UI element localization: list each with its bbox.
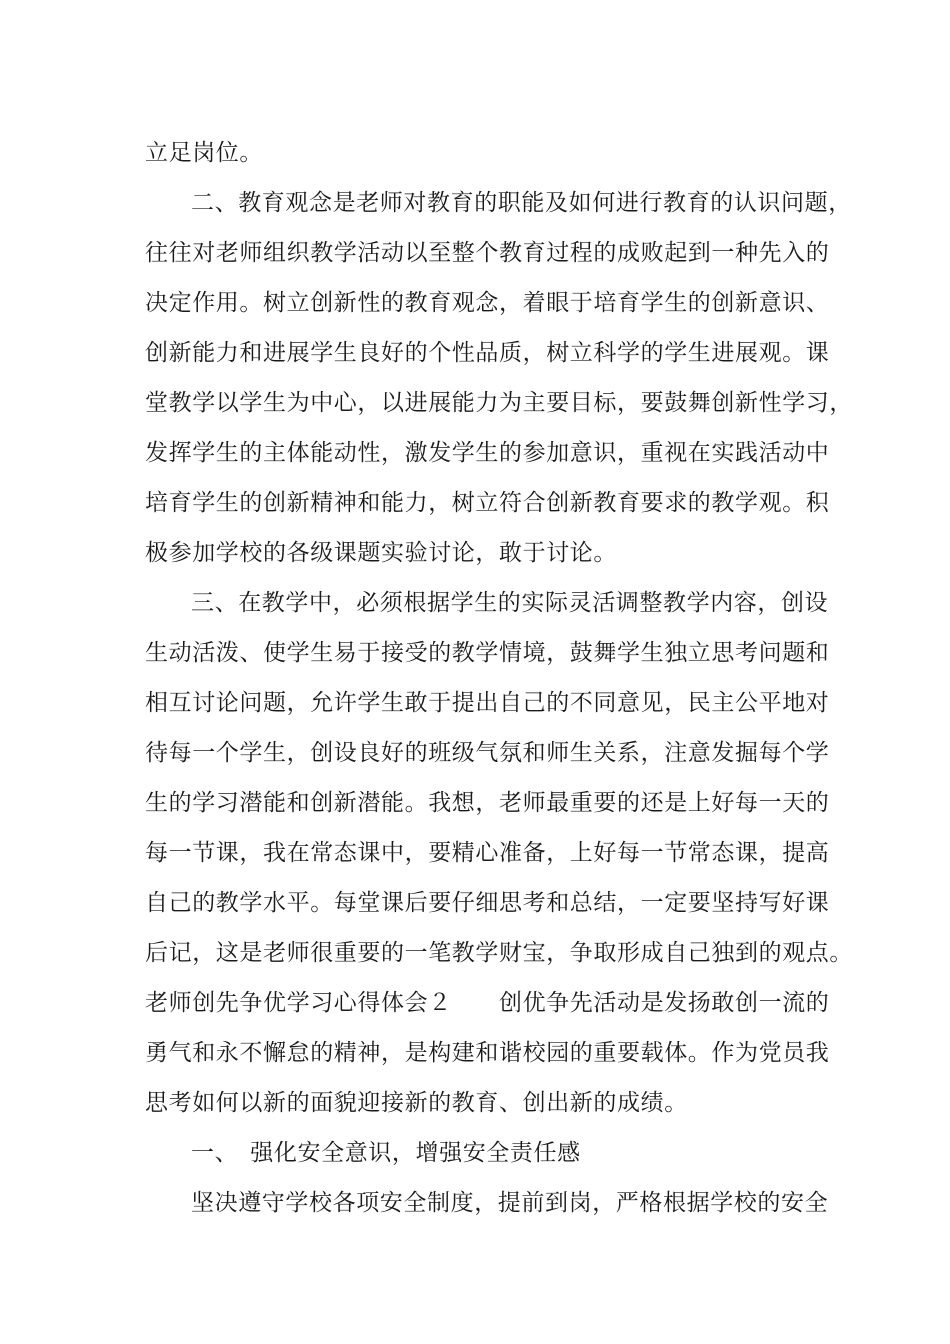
subheading-line: 一、 强化安全意识，增强安全责任感 xyxy=(191,1140,581,1166)
section-title-line: 老师创先争优学习心得体会２ 创优争先活动是发扬敢创一流的 xyxy=(145,990,830,1016)
text-line: 发挥学生的主体能动性，激发学生的参加意识，重视在实践活动中 xyxy=(145,440,830,466)
text-line: 相互讨论问题，允许学生敢于提出自己的不同意见，民主公平地对 xyxy=(145,690,830,716)
text-line: 自己的教学水平。每堂课后要仔细思考和总结，一定要坚持写好课 xyxy=(145,890,830,916)
text-line: 待每一个学生，创设良好的班级气氛和师生关系，注意发掘每个学 xyxy=(145,740,830,766)
text-line: 生的学习潜能和创新潜能。我想，老师最重要的还是上好每一天的 xyxy=(145,790,830,816)
text-line: 堂教学以学生为中心，以进展能力为主要目标，要鼓舞创新性学习， xyxy=(145,390,853,416)
text-line: 思考如何以新的面貌迎接新的教育、创出新的成绩。 xyxy=(145,1090,688,1116)
text-line: 生动活泼、使学生易于接受的教学情境，鼓舞学生独立思考问题和 xyxy=(145,640,830,666)
text-line: 极参加学校的各级课题实验讨论，敢于讨论。 xyxy=(145,540,617,566)
text-line: 立足岗位。 xyxy=(145,140,263,166)
paragraph-start-line: 三、在教学中，必须根据学生的实际灵活调整教学内容，创设 xyxy=(191,590,829,616)
paragraph-start-line: 坚决遵守学校各项安全制度，提前到岗，严格根据学校的安全 xyxy=(191,1190,829,1216)
text-line: 创新能力和进展学生良好的个性品质，树立科学的学生进展观。课 xyxy=(145,340,830,366)
text-line: 勇气和永不懈怠的精神，是构建和谐校园的重要载体。作为党员我 xyxy=(145,1040,830,1066)
text-line: 往往对老师组织教学活动以至整个教育过程的成败起到一种先入的 xyxy=(145,240,830,266)
paragraph-start-line: 二、教育观念是老师对教育的职能及如何进行教育的认识问题， xyxy=(191,190,852,216)
text-line: 后记，这是老师很重要的一笔教学财宝，争取形成自己独到的观点。 xyxy=(145,940,853,966)
text-line: 每一节课，我在常态课中，要精心准备，上好每一节常态课，提高 xyxy=(145,840,830,866)
text-line: 培育学生的创新精神和能力，树立符合创新教育要求的教学观。积 xyxy=(145,490,830,516)
text-line: 决定作用。树立创新性的教育观念，着眼于培育学生的创新意识、 xyxy=(145,290,830,316)
